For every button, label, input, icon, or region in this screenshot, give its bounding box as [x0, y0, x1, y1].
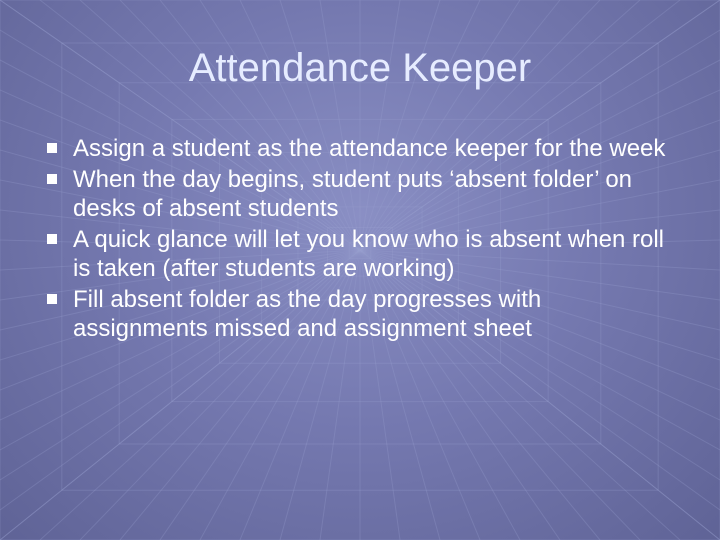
bullet-text: Fill absent folder as the day progresses with assignments missed and assignment sheet — [73, 286, 542, 342]
slide-title: Attendance Keeper — [188, 46, 532, 90]
square-bullet-icon — [47, 143, 57, 153]
square-bullet-icon — [47, 174, 57, 184]
bullet-item — [40, 134, 680, 163]
bullet-text: When the day begins, student puts ‘absent folder’ on desks of absent students — [73, 166, 633, 222]
square-bullet-icon — [47, 294, 57, 304]
square-bullet-icon — [47, 234, 57, 244]
bullet-text: Assign a student as the attendance keeper for the week — [73, 135, 666, 162]
bullet-item — [40, 285, 680, 343]
bullet-text: A quick glance will let you know who is absent when roll is taken (after students are working) — [73, 226, 664, 282]
bullet-item — [40, 225, 680, 283]
bullet-item — [40, 165, 680, 223]
bullet-list — [40, 134, 680, 345]
